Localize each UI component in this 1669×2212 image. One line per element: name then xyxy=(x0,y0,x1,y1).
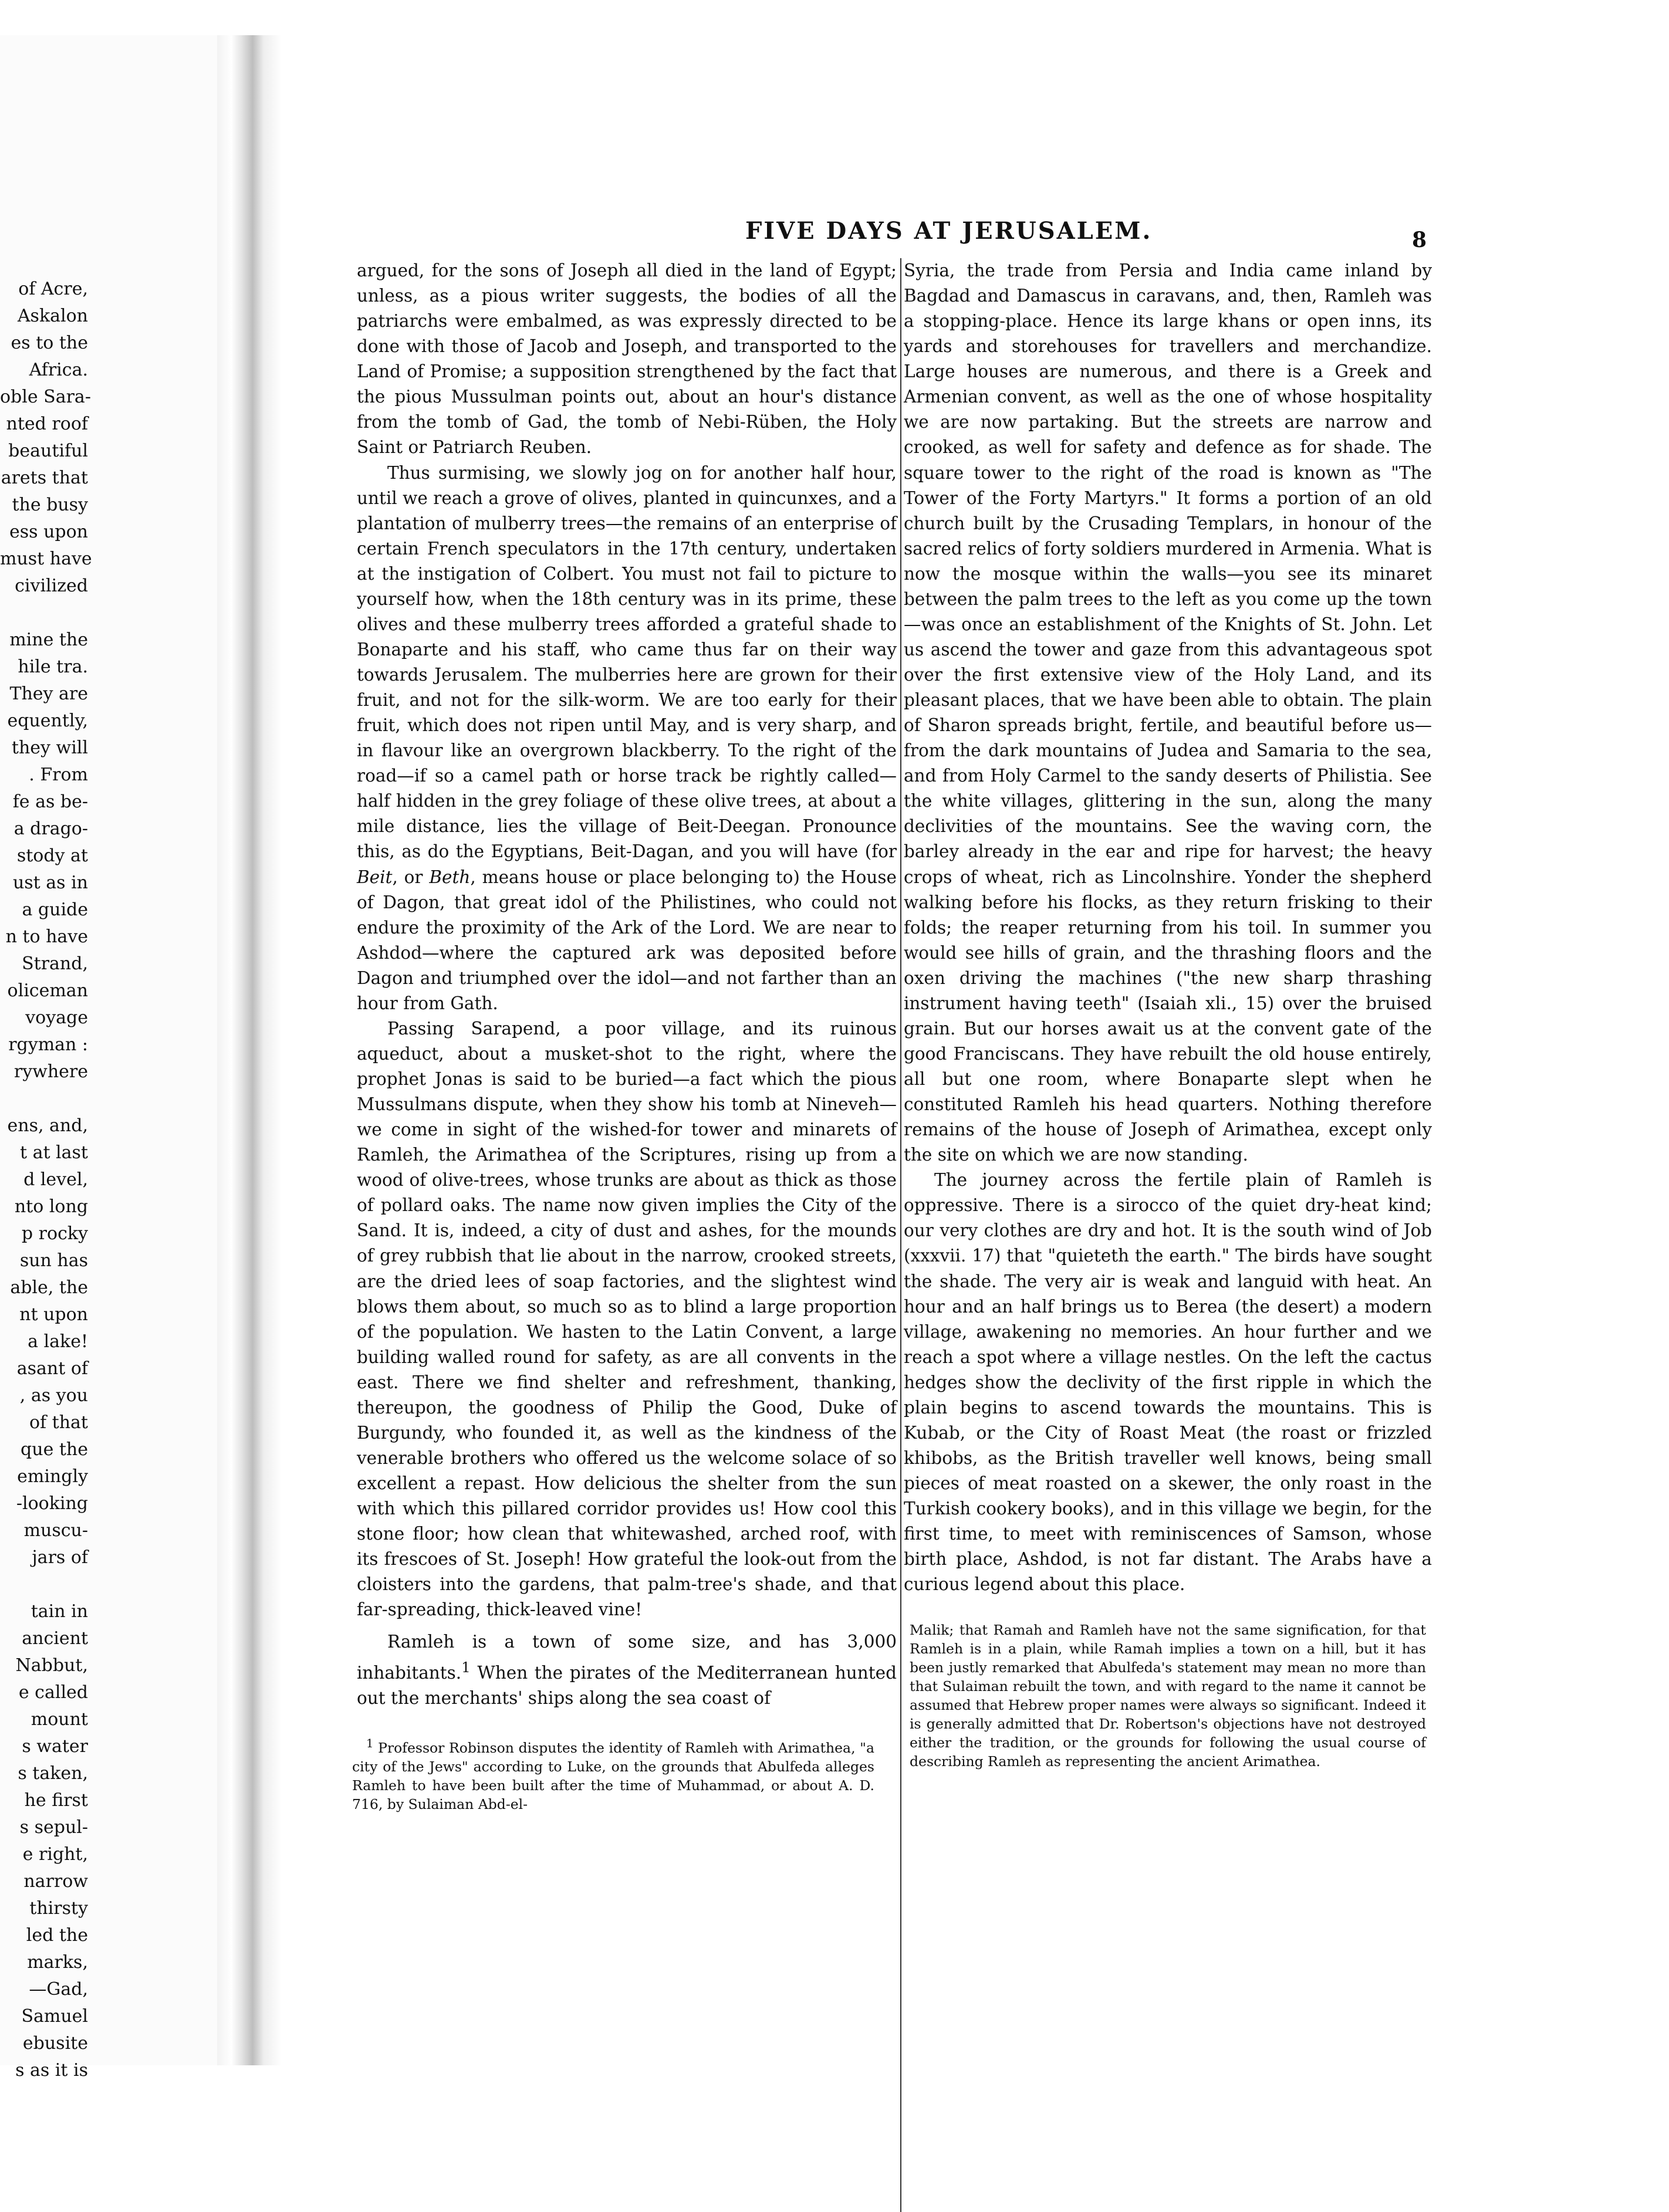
facing-line: que the xyxy=(21,1439,88,1460)
italic-term: Beit xyxy=(357,867,393,887)
facing-line: stody at xyxy=(16,845,88,866)
facing-line: e right, xyxy=(22,1844,88,1865)
facing-line: nt upon xyxy=(19,1304,88,1325)
facing-line: thirsty xyxy=(29,1898,88,1919)
facing-line: civilized xyxy=(15,576,88,596)
facing-line: They are xyxy=(9,684,88,704)
facing-line xyxy=(0,1571,88,1598)
facing-line: oble Sara- xyxy=(0,387,91,407)
facing-line: es to the xyxy=(11,333,88,353)
facing-line: a lake! xyxy=(28,1331,88,1352)
facing-line: jars of xyxy=(32,1547,88,1568)
footnote-era: A. D. xyxy=(839,1777,874,1794)
facing-line: e called xyxy=(18,1682,88,1703)
italic-term: Beth xyxy=(429,867,471,887)
facing-line: s sepul- xyxy=(19,1817,88,1838)
facing-page-text xyxy=(0,276,92,2084)
page-number: 8 xyxy=(1412,228,1427,252)
facing-line: nted roof xyxy=(6,414,88,434)
facing-line: ust as in xyxy=(12,872,88,893)
facing-line xyxy=(0,600,88,627)
facing-line: marks, xyxy=(27,1952,88,1973)
book-gutter xyxy=(217,35,282,2065)
facing-line: ancient xyxy=(22,1628,88,1649)
paragraph xyxy=(357,1629,897,1711)
facing-line: tain in xyxy=(31,1601,88,1622)
facing-line: a drago- xyxy=(13,818,88,839)
facing-line: -looking xyxy=(16,1493,88,1514)
facing-line: Askalon xyxy=(17,306,88,326)
facing-line: ebusite xyxy=(22,2033,88,2054)
facing-line: of Acre, xyxy=(18,279,88,299)
paragraph: Syria, the trade from Persia and India came inland by Bagdad and Damascus in caravans, and, then, Ramleh was a stopping-place. Hence its large khans or open inns, its yards and storehouses for travellers and merchandize. Large houses are numerous, and there is a Greek and Armenian convent, as well as the one of whose hospitality we are now partaking. But the streets are narrow and crooked, as well for safety and defence as for shade. The square tower to the right of the road is known as "The Tower of the Forty Martyrs." It forms a portion of an old church built by the Crusading Templars, in honour of the sacred relics of forty soldiers murdered in Armenia. What is now the mosque within the walls—you see its minaret between the palm trees to the left as you come up the town—was once an establishment of the Knights of St. John. Let us ascend the tower and gaze from this advantageous spot over the first extensive view of the Holy Land, and its pleasant places, that we have been able to obtain. The plain of Sharon spreads bright, fertile, and beautiful before us—from the dark mountains of Judea and Samaria to the sea, and from Holy Carmel to the sandy deserts of Philistia. See the white villages, glittering in the sun, along the many declivities of the mountains. See the waving corn, the barley already in the ear and ripe for harvest; the heavy crops of wheat, rich as Lincolnshire. Yonder the shepherd walking before his flocks, as they return frisking to their folds; the reaper returning from his toil. In summer you would see hills of grain, and the thrashing floors and the oxen driving the machines ("the new sharp thrashing instrument having teeth" (Isaiah xli., 15) over the bruised grain. But our horses await us at the convent gate of the good Franciscans. They have rebuilt the old house entirely, all but one room, where Bonaparte slept when he constituted Ramleh his head quarters. Nothing therefore remains of the house of Joseph of Arimathea, except only the site on which we are now standing. xyxy=(904,261,1432,1165)
footnote-continuation: Malik; that Ramah and Ramleh have not the same signification, for that Ramleh is in a plain, while Ramah implies a town on a hill, but it has been justly remarked that Abulfeda's statement may mean no more than that Sulaiman rebuilt the town, and with regard to the name it cannot be assumed that Hebrew proper names were always so significant. Indeed it is generally admitted that Dr. Robertson's objections have not destroyed either the tradition, or the grounds for following the usual course of describing Ramleh as representing the ancient Arimathea. xyxy=(910,1622,1426,1770)
facing-line: nto long xyxy=(14,1196,88,1217)
paragraph: Passing Sarapend, a poor village, and its ruinous aqueduct, about a musket-shot to the right, where the prophet Jonas is said to be buried—a fact which the pious Mussulmans dispute, when they show his tomb at Nineveh—we come in sight of the wished-for tower and minarets of Ramleh, the Arimathea of the Scriptures, rising up from a wood of olive-trees, whose trunks are about as thick as those of pollard oaks. The name now given implies the City of the Sand. It is, indeed, a city of dust and ashes, for the mounds of grey rubbish that lie about in the narrow, crooked streets, are the dried lees of soap factories, and the slightest wind blows them about, so much so as to blind a large proportion of the population. We hasten to the Latin Convent, a large building walled round for safety, as are all convents in the east. There we find shelter and refreshment, thanking, thereupon, the goodness of Philip the Good, Duke of Burgundy, who founded it, as well as the kindness of the venerable brothers who offered us the welcome solace of so excellent a repast. How delicious the shelter from the sun with which this pillared corridor provides us! How cool this stone floor; how clean that whitewashed, arched roof, with its frescoes of St. Joseph! How grateful the look-out from the cloisters into the gardens, that palm-tree's shade, and that far-spreading, thick-leaved vine! xyxy=(357,1018,897,1620)
footnote-text xyxy=(352,1734,874,1814)
facing-line xyxy=(0,1085,88,1112)
paragraph: The journey across the fertile plain of Ramleh is oppressive. There is a sirocco of the quiet dry-heat kind; our very clothes are dry and hot. It is the south wind of Job (xxxvii. 17) that "quieteth the earth." The birds have sought the shade. The very air is weak and languid with heat. An hour and an half brings us to Berea (the desert) a modern village, awakening no memories. An hour further and we reach a spot where a village nestles. On the left the cactus hedges show the declivity of the first ripple in which the plain begins to ascend towards the mountains. This is Kubab, or the City of Roast Meat (the roast or frizzled khibobs, as the British traveller well knows, being small pieces of meat roasted on a skewer, the only roast in the Turkish cookery books), and in this village we begin, for the first time, to meet with reminiscences of Samson, whose birth place, Ashdod, is not far distant. The Arabs have a curious legend about this place. xyxy=(904,1170,1432,1595)
facing-line: Samuel xyxy=(21,2006,88,2027)
facing-line: asant of xyxy=(16,1358,88,1379)
footnote-body: Professor Robinson disputes the identity of Ramleh with Arimathea, "a city of the Jews" according to Luke, on the grounds that Abulfeda alleges Ramleh to have been built after the time of Muhammad, or about xyxy=(352,1739,874,1794)
facing-line: arets that xyxy=(1,468,88,488)
facing-line: sun has xyxy=(19,1250,88,1271)
facing-line: . From xyxy=(29,765,88,785)
facing-line: equently, xyxy=(7,711,88,731)
facing-line: s taken, xyxy=(18,1763,88,1784)
facing-line: ens, and, xyxy=(7,1115,88,1136)
paragraph xyxy=(357,461,897,1016)
facing-line: hile tra. xyxy=(18,657,88,677)
facing-line: Africa. xyxy=(29,360,88,380)
facing-line: fe as be- xyxy=(12,792,88,812)
facing-line: he first xyxy=(24,1790,88,1811)
paragraph: argued, for the sons of Joseph all died in the land of Egypt; unless, as a pious writer suggests, the bodies of all the patriarchs were embalmed, as was expressly directed to be done with those of Jacob and Joseph, and transported to the Land of Promise; a supposition strengthened by the fact that the pious Mussulman points out, about an hour's distance from the tomb of Gad, the tomb of Nebi-Rüben, the Holy Saint or Patriarch Reuben. xyxy=(357,261,897,458)
facing-line: d level, xyxy=(23,1169,88,1190)
text-column-left xyxy=(357,258,897,1711)
facing-line: the busy xyxy=(12,495,88,515)
facing-line: —Gad, xyxy=(29,1979,88,2000)
facing-line: rywhere xyxy=(13,1061,88,1082)
footnote-reference: 1 xyxy=(461,1659,471,1676)
text-column-right xyxy=(904,258,1432,1597)
facing-line: they will xyxy=(11,738,88,758)
facing-line: p rocky xyxy=(21,1223,88,1244)
paragraph-text: Thus surmising, we slowly jog on for another half hour, until we reach a grove of olives, planted in quincunxes, and a plantation of mulberry trees—the remains of an enterprise of certain French speculators in the 17th century, undertaken at the instigation of Colbert. You must not fail to picture to yourself how, when the 18th century was in its prime, these olives and these mulberry trees afforded a grateful shade to Bonaparte and his staff, who came thus far on their way towards Jerusalem. The mulberries here are grown for their fruit, and not for the silk-worm. We are too early for their fruit, which does not ripen until May, and is very sharp, and in flavour like an overgrown blackberry. To the right of the road—if so a camel path or horse track be rightly called—half hidden in the grey foliage of these olive trees, at about a mile distance, lies the village of Beit-Deegan. Pronounce this, as do the Egyptians, Beit-Dagan, and you will have (for xyxy=(357,462,897,862)
facing-line: beautiful xyxy=(8,441,88,461)
facing-line: of that xyxy=(29,1412,88,1433)
paragraph-text: , or xyxy=(392,867,430,887)
facing-line: s as it is xyxy=(15,2060,88,2081)
footnote-right xyxy=(910,1621,1426,1771)
paragraph-text: When the pirates of the Mediterranean hunted out the merchants' ships along the sea coast of xyxy=(357,1663,897,1709)
facing-line: rgyman : xyxy=(8,1034,88,1055)
running-header: FIVE DAYS AT JERUSALEM. xyxy=(745,217,1153,245)
facing-line: t at last xyxy=(19,1142,88,1163)
facing-page xyxy=(0,35,223,2081)
facing-line: must have xyxy=(0,549,92,569)
footnote-marker: 1 xyxy=(366,1737,374,1750)
footnote-body: 716, by Sulaiman Abd-el- xyxy=(352,1795,528,1812)
facing-line: led the xyxy=(26,1925,88,1946)
facing-line: voyage xyxy=(25,1007,88,1028)
facing-line: n to have xyxy=(5,926,88,947)
facing-line: a guide xyxy=(22,899,88,920)
facing-line: Nabbut, xyxy=(15,1655,88,1676)
facing-line: able, the xyxy=(10,1277,88,1298)
facing-line: , as you xyxy=(19,1385,88,1406)
paragraph-text: Ramleh is a town of some size, and has 3,000 inhabitants. xyxy=(357,1632,897,1683)
footnote-left xyxy=(352,1734,874,1814)
facing-line: narrow xyxy=(23,1871,88,1892)
facing-line: mount xyxy=(31,1709,88,1730)
paragraph-text: , means house or place belonging to) the House of Dagon, that great idol of the Philistines, who could not endure the proximity of the Ark of the Lord. We are near to Ashdod—where the captured ark was deposited before Dagon and triumphed over the idol—and not farther than an hour from Gath. xyxy=(357,867,897,1013)
facing-line: mine the xyxy=(9,630,88,650)
facing-line: Strand, xyxy=(22,953,88,974)
facing-line: ess upon xyxy=(9,522,88,542)
column-divider xyxy=(900,258,901,2212)
facing-line: s water xyxy=(22,1736,88,1757)
facing-line: oliceman xyxy=(7,980,88,1001)
facing-line: emingly xyxy=(17,1466,88,1487)
facing-line: muscu- xyxy=(23,1520,88,1541)
